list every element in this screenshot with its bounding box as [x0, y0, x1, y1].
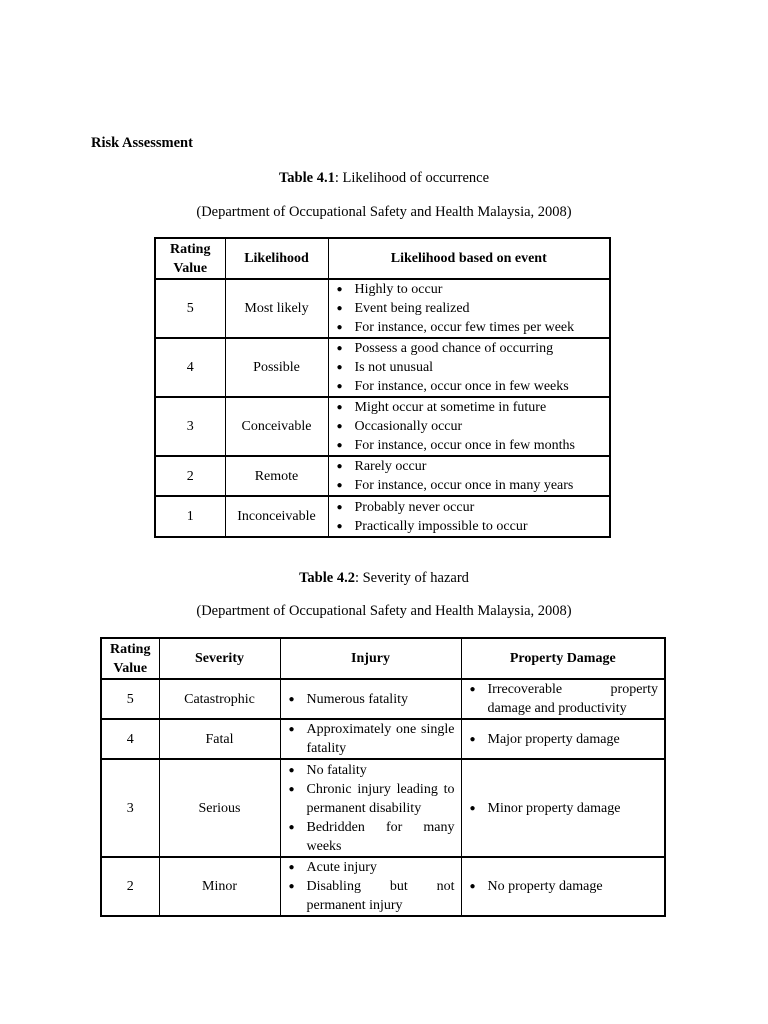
table-header-row [155, 238, 610, 279]
event-list [335, 498, 604, 536]
injury-cell [280, 719, 461, 759]
injury-item: ● No fatality [287, 761, 455, 780]
severity-table [100, 637, 666, 917]
likelihood-cell: Possible [225, 338, 328, 397]
likelihood-cell: Remote [225, 456, 328, 496]
injury-item: ● Bedridden for many weeks [287, 818, 455, 856]
damage-cell [461, 719, 665, 759]
injury-cell [280, 679, 461, 719]
table-row [101, 857, 665, 916]
rating-cell: 2 [101, 857, 159, 916]
damage-item: ● Minor property damage [468, 799, 659, 818]
table1-source: (Department of Occupational Safety and Health Malaysia, 2008) [196, 204, 572, 220]
table1-caption-label: Table 4.1 [278, 170, 335, 186]
table2-source: (Department of Occupational Safety and Health Malaysia, 2008) [196, 603, 572, 619]
table-row [155, 279, 610, 338]
likelihood-cell: Most likely [225, 279, 328, 338]
event-list [335, 398, 604, 455]
injury-list [287, 858, 455, 915]
severity-cell: Catastrophic [159, 679, 280, 719]
injury-list [287, 690, 455, 709]
table2-caption-text: : Severity of hazard [354, 570, 469, 586]
injury-item: ● Chronic injury leading to permanent disability [287, 780, 455, 818]
event-item: ● Possess a good chance of occurring [335, 339, 604, 358]
event-list [335, 339, 604, 396]
event-item: ● Event being realized [335, 299, 604, 318]
event-item: ● Practically impossible to occur [335, 517, 604, 536]
severity-cell: Serious [159, 759, 280, 857]
column-header-event: Likelihood based on event [328, 238, 610, 279]
event-cell [328, 456, 610, 496]
table-row [155, 397, 610, 456]
rating-cell: 3 [101, 759, 159, 857]
damage-cell [461, 857, 665, 916]
table-row [101, 679, 665, 719]
table-row [155, 456, 610, 496]
event-item: ● Is not unusual [335, 358, 604, 377]
event-item: ● For instance, occur once in few months [335, 436, 604, 455]
injury-list [287, 720, 455, 758]
table-row [101, 719, 665, 759]
section-heading: Risk Assessment [91, 135, 193, 151]
event-cell [328, 496, 610, 537]
event-cell [328, 397, 610, 456]
likelihood-table [154, 237, 611, 538]
table2-caption [0, 570, 768, 587]
table-row [155, 496, 610, 537]
rating-cell: 5 [155, 279, 225, 338]
rating-cell: 1 [155, 496, 225, 537]
event-item: ● Rarely occur [335, 457, 604, 476]
injury-cell [280, 857, 461, 916]
column-header-rating: Rating Value [155, 238, 225, 279]
event-item: ● Might occur at sometime in future [335, 398, 604, 417]
damage-list [468, 730, 659, 749]
damage-item: ● Irrecoverable property damage and productivity [468, 680, 659, 718]
column-header-property-damage: Property Damage [461, 638, 665, 679]
column-header-likelihood: Likelihood [225, 238, 328, 279]
table-row [101, 759, 665, 857]
rating-cell: 4 [155, 338, 225, 397]
injury-item: ● Acute injury [287, 858, 455, 877]
event-list [335, 280, 604, 337]
damage-list [468, 799, 659, 818]
event-cell [328, 279, 610, 338]
event-item: ● For instance, occur few times per week [335, 318, 604, 337]
damage-cell [461, 679, 665, 719]
event-item: ● For instance, occur once in few weeks [335, 377, 604, 396]
injury-item: ● Numerous fatality [287, 690, 455, 709]
event-item: ● Probably never occur [335, 498, 604, 517]
column-header-rating: Rating Value [101, 638, 159, 679]
event-list [335, 457, 604, 495]
table1-caption [0, 170, 768, 187]
likelihood-cell: Conceivable [225, 397, 328, 456]
rating-cell: 2 [155, 456, 225, 496]
injury-item: ● Approximately one single fatality [287, 720, 455, 758]
event-cell [328, 338, 610, 397]
damage-item: ● Major property damage [468, 730, 659, 749]
table-header-row [101, 638, 665, 679]
severity-cell: Fatal [159, 719, 280, 759]
damage-item: ● No property damage [468, 877, 659, 896]
injury-item: ● Disabling but not permanent injury [287, 877, 455, 915]
damage-list [468, 680, 659, 718]
likelihood-cell: Inconceivable [225, 496, 328, 537]
severity-cell: Minor [159, 857, 280, 916]
table2-caption-label: Table 4.2 [299, 570, 355, 586]
rating-cell: 5 [101, 679, 159, 719]
table1-caption-text: : Likelihood of occurrence [334, 170, 490, 186]
event-item: ● For instance, occur once in many years [335, 476, 604, 495]
event-item: ● Highly to occur [335, 280, 604, 299]
damage-list [468, 877, 659, 896]
rating-cell: 3 [155, 397, 225, 456]
injury-list [287, 761, 455, 856]
event-item: ● Occasionally occur [335, 417, 604, 436]
damage-cell [461, 759, 665, 857]
injury-cell [280, 759, 461, 857]
rating-cell: 4 [101, 719, 159, 759]
column-header-severity: Severity [159, 638, 280, 679]
column-header-injury: Injury [280, 638, 461, 679]
table-row [155, 338, 610, 397]
